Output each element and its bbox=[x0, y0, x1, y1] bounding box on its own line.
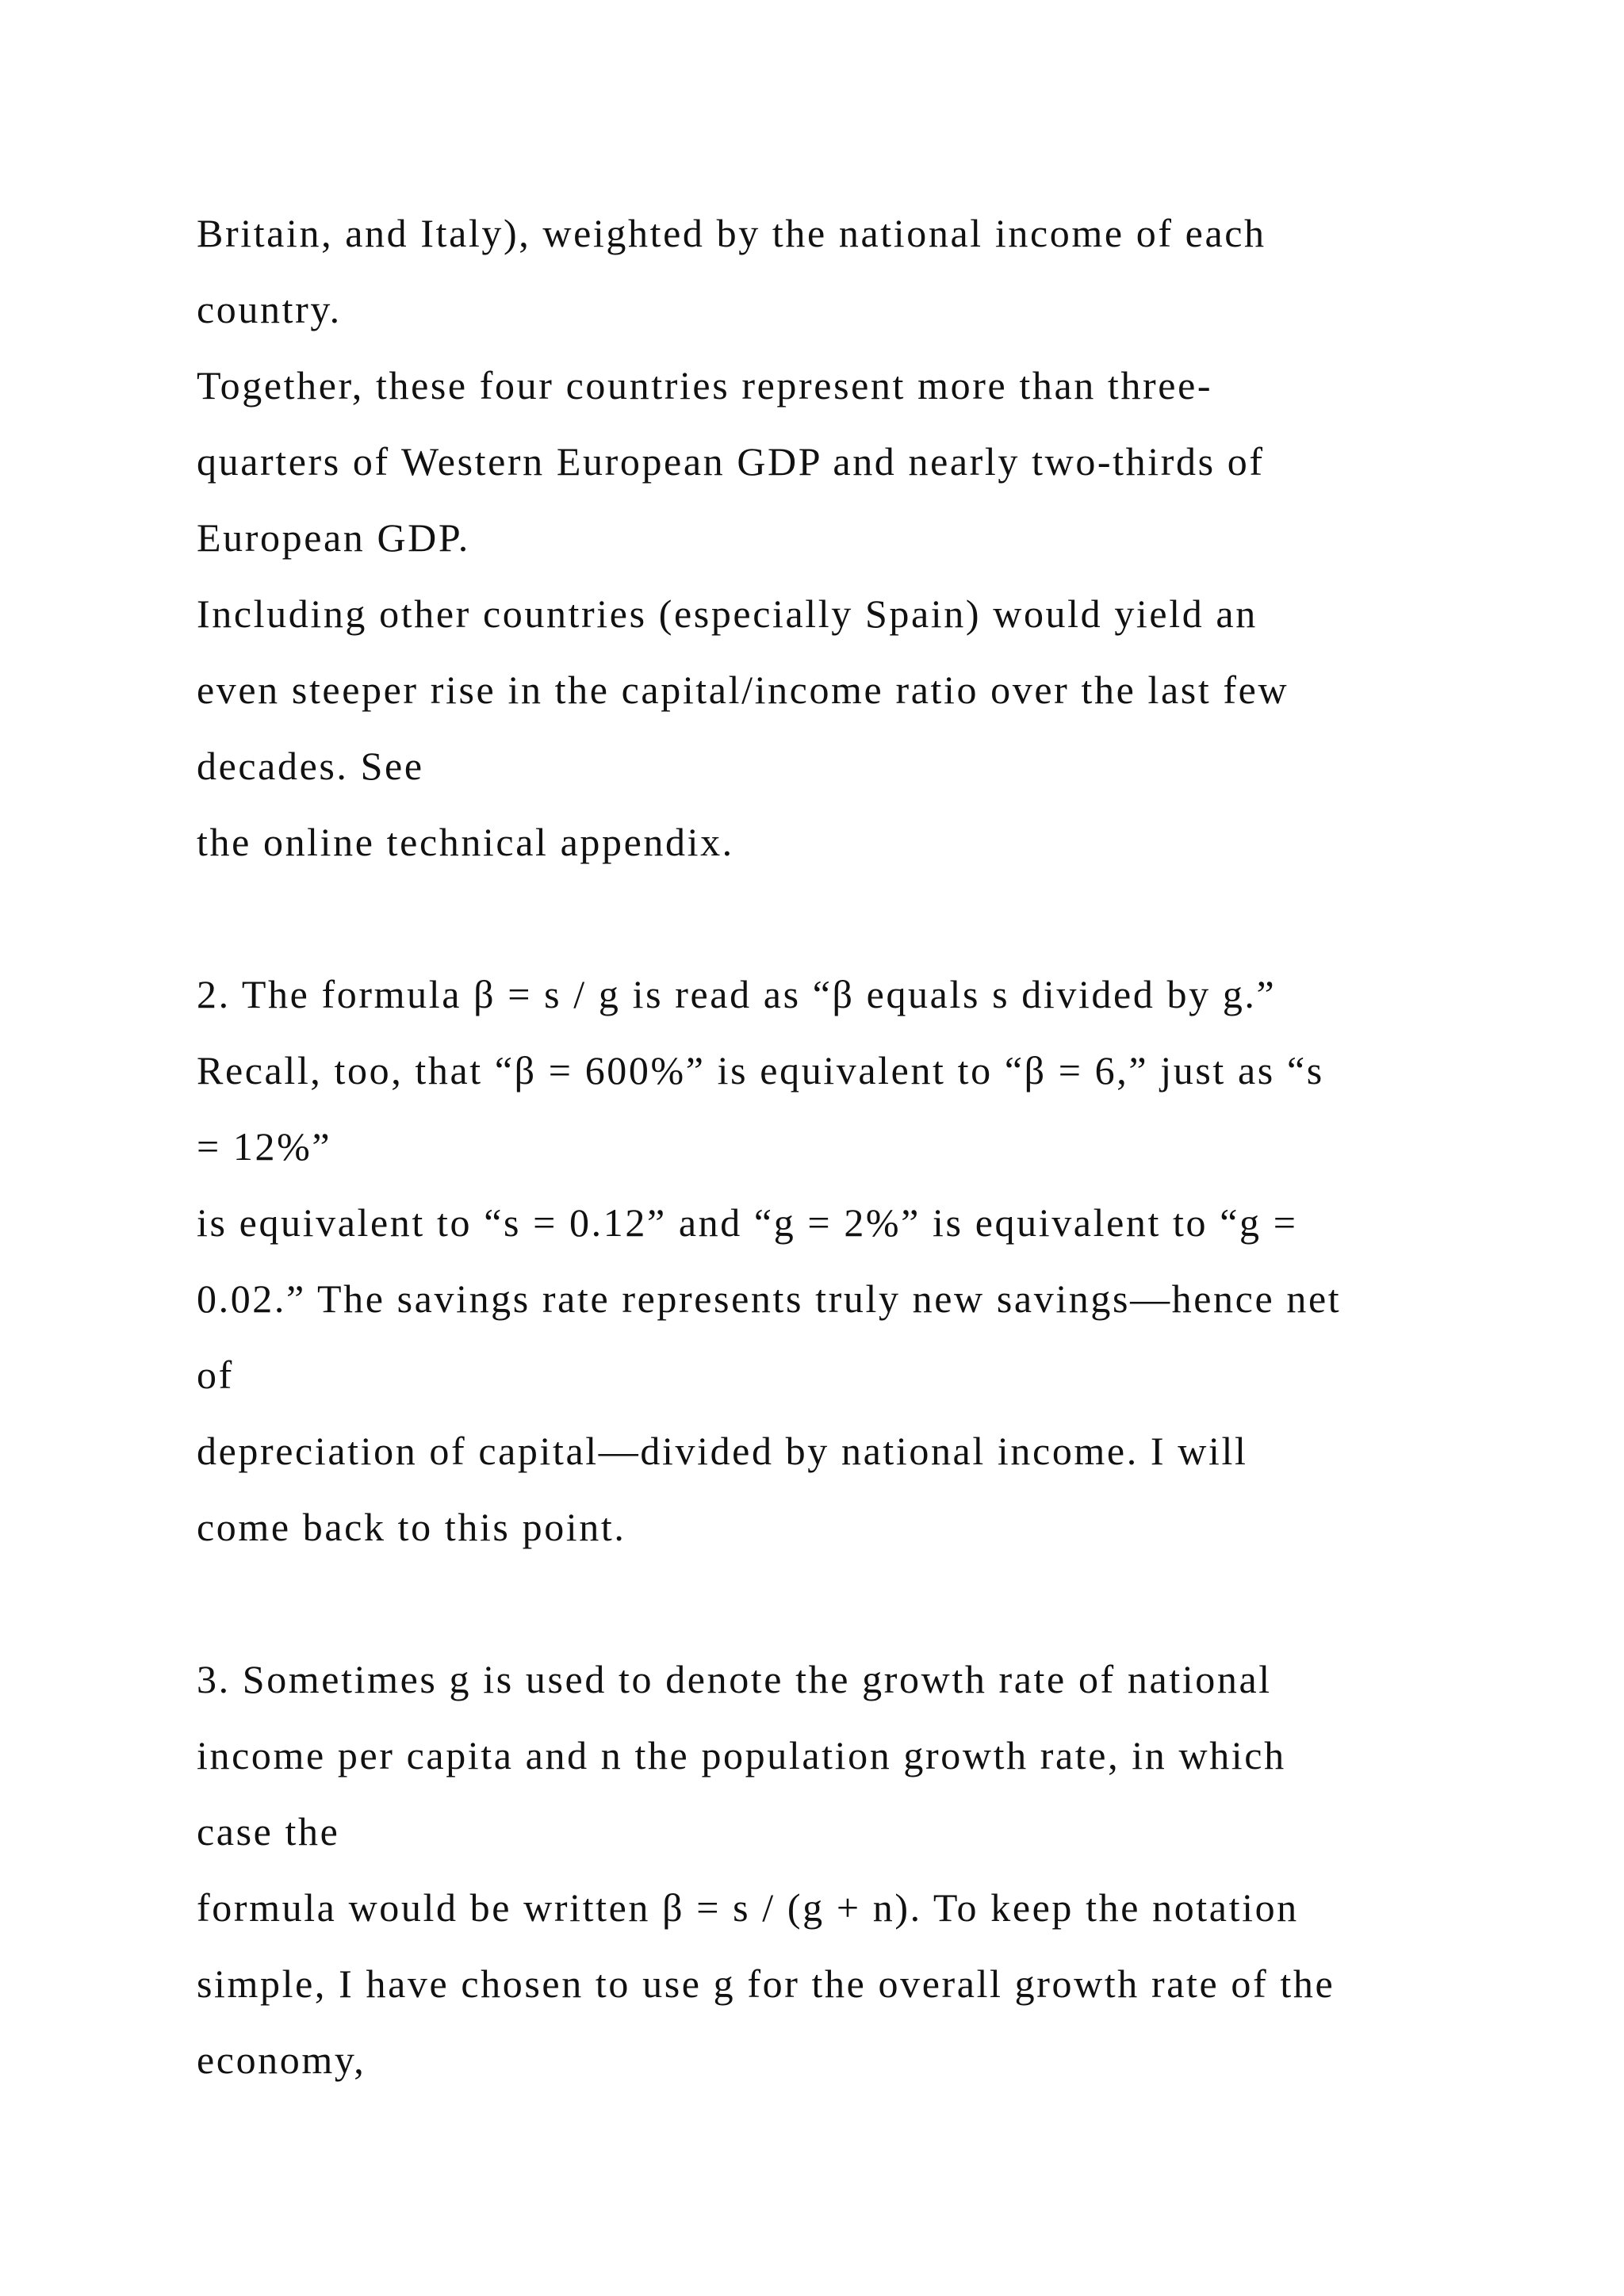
text-line: European GDP. bbox=[197, 515, 470, 560]
text-line: even steeper rise in the capital/income ratio over the last few bbox=[197, 668, 1289, 712]
text-line: 0.02.” The savings rate represents truly new savings—hence net bbox=[197, 1276, 1342, 1321]
text-line: Recall, too, that “β = 600%” is equivalent to “β = 6,” just as “s bbox=[197, 1048, 1324, 1093]
text-line: Britain, and Italy), weighted by the national income of each bbox=[197, 211, 1266, 255]
text-line: Including other countries (especially Spain) would yield an bbox=[197, 591, 1258, 636]
text-line: income per capita and n the population growth rate, in which bbox=[197, 1733, 1286, 1777]
text-line: = 12%” bbox=[197, 1124, 332, 1169]
text-line: case the bbox=[197, 1809, 340, 1854]
text-line: 2. The formula β = s / g is read as “β equals s divided by g.” bbox=[197, 972, 1277, 1016]
text-line: formula would be written β = s / (g + n). To keep the notation bbox=[197, 1885, 1299, 1930]
text-line: decades. See bbox=[197, 744, 424, 788]
text-line: come back to this point. bbox=[197, 1505, 626, 1549]
paragraph-gap bbox=[197, 1565, 1545, 1641]
text-line: 3. Sometimes g is used to denote the growth rate of national bbox=[197, 1657, 1272, 1701]
text-line: economy, bbox=[197, 2038, 366, 2082]
text-line: of bbox=[197, 1353, 234, 1397]
text-line: simple, I have chosen to use g for the overall growth rate of the bbox=[197, 1961, 1335, 2006]
text-line: the online technical appendix. bbox=[197, 820, 734, 864]
text-line: depreciation of capital—divided by national income. I will bbox=[197, 1429, 1248, 1473]
paragraph-gap bbox=[197, 880, 1545, 956]
text-line: country. bbox=[197, 287, 342, 331]
text-line: Together, these four countries represent more than three- bbox=[197, 363, 1213, 408]
notes-text bbox=[197, 195, 1545, 2098]
text-line: quarters of Western European GDP and nearly two-thirds of bbox=[197, 439, 1265, 484]
text-line: is equivalent to “s = 0.12” and “g = 2%” is equivalent to “g = bbox=[197, 1200, 1298, 1245]
